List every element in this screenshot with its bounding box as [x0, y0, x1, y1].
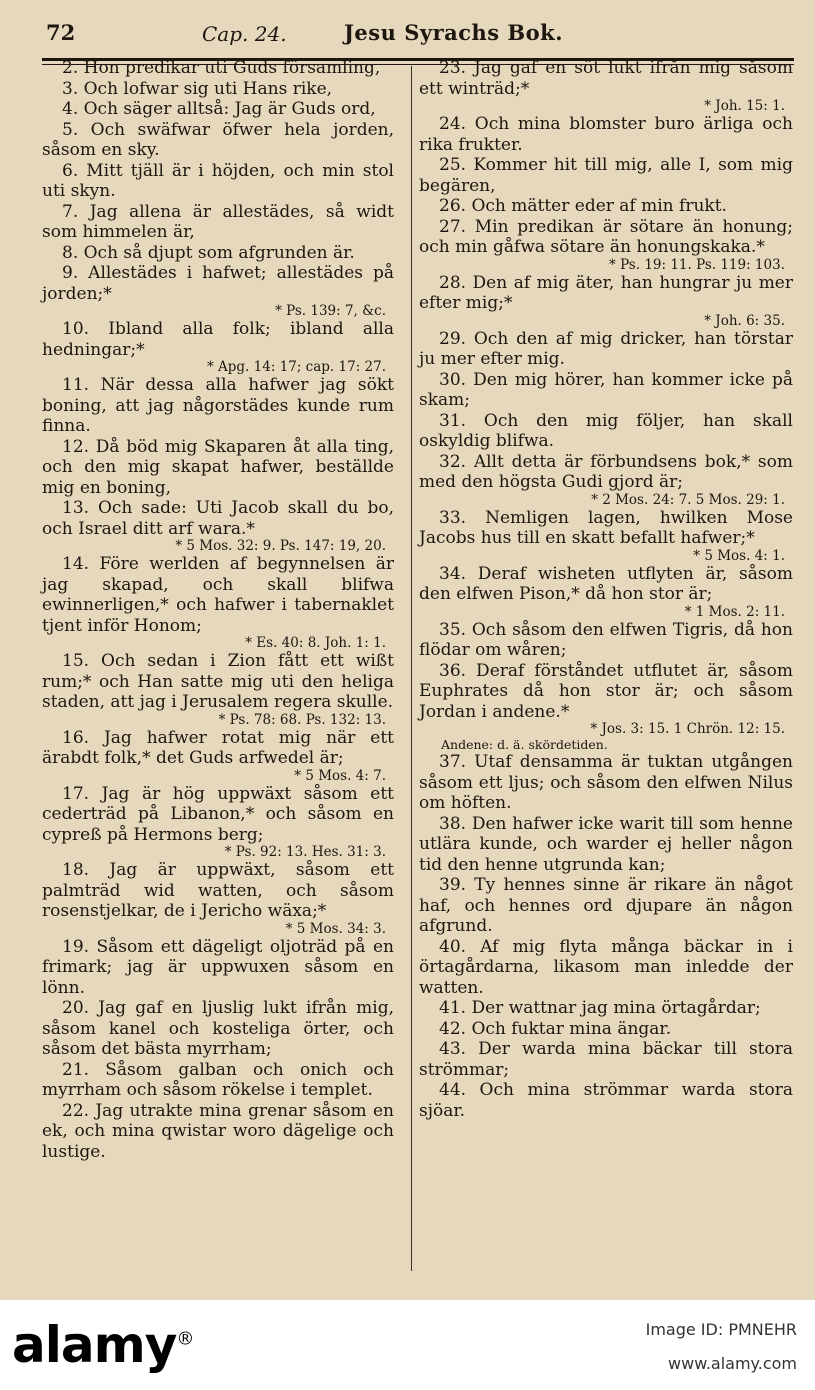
verse: 13. Och sade: Uti Jacob skall du bo, och Israel ditt arf wara.*: [42, 498, 394, 539]
verse: 12. Då böd mig Skaparen åt alla ting, och den mig skapat hafwer, beställde mig en boning,: [42, 436, 394, 498]
verse: 35. Och såsom den elfwen Tigris, då hon flödar om wåren;: [419, 619, 793, 660]
verse: 11. När dessa alla hafwer jag sökt boning, att jag någorstädes kunde rum finna.: [42, 375, 394, 436]
verse: 39. Ty hennes sinne är rikare än något haf, och hennes ord djupare än någon afgrund.: [419, 875, 793, 936]
verse: 26. Och mätter eder af min frukt.: [439, 196, 727, 216]
verse: 2. Hon predikar uti Guds församling,: [62, 58, 381, 78]
alamy-logo-text: alamy: [12, 1316, 177, 1374]
verse: 8. Och så djupt som afgrunden är.: [62, 242, 355, 263]
right-text-column: [419, 58, 793, 1121]
verse: 32. Allt detta är förbundsens bok,* som med den högsta Gudi gjord är;: [419, 451, 793, 492]
cross-reference: * 2 Mos. 24: 7. 5 Mos. 29: 1.: [591, 491, 785, 508]
verse: 15. Och sedan i Zion fått ett wißt rum;* och Han satte mig uti den heliga staden, att jag i Jerusalem regera skulle.: [42, 651, 394, 712]
verse: 22. Jag utrakte mina grenar såsom en ek, och mina qwistar woro dägelige och lustige.: [42, 1100, 394, 1162]
page-header: [42, 18, 802, 58]
left-text-column: [42, 58, 394, 1162]
verse: 41. Der wattnar jag mina örtagårdar;: [439, 998, 761, 1018]
verse: 20. Jag gaf en ljuslig lukt ifrån mig, såsom kanel och kosteliga örter, och såsom det bästa myrrham;: [42, 998, 394, 1059]
site-url-label: www.alamy.com: [668, 1354, 797, 1373]
verse: 42. Och fuktar mina ängar.: [439, 1018, 672, 1039]
verse: 4. Och säger alltså: Jag är Guds ord,: [62, 99, 376, 119]
verse: 21. Såsom galban och onich och myrrham och såsom rökelse i templet.: [42, 1059, 394, 1100]
cross-reference: * 5 Mos. 34: 3.: [285, 920, 386, 937]
verse: 43. Der warda mina bäckar till stora strömmar;: [419, 1039, 793, 1080]
column-divider: [411, 66, 412, 1271]
verse: 31. Och den mig följer, han skall oskyldig blifwa.: [419, 410, 793, 451]
verse: 23. Jag gaf en söt lukt ifrån mig såsom ett winträd;*: [419, 58, 793, 99]
verse: 40. Af mig flyta många bäckar in i örtagårdarna, likasom man inledde der watten.: [419, 936, 793, 998]
cross-reference: * Ps. 139: 7, &c.: [275, 303, 386, 319]
verse: 29. Och den af mig dricker, han törstar ju mer efter mig.: [419, 328, 793, 369]
verse: 34. Deraf wisheten utflyten är, såsom den elfwen Pison,* då hon stor är;: [419, 563, 793, 604]
verse: 24. Och mina blomster buro ärliga och rika frukter.: [419, 114, 793, 155]
verse: 10. Ibland alla folk; ibland alla hedningar;*: [42, 319, 394, 360]
verse: 28. Den af mig äter, han hungrar ju mer efter mig;*: [419, 272, 793, 313]
cross-reference: * 1 Mos. 2: 11.: [684, 603, 785, 620]
cross-reference: * Joh. 15: 1.: [704, 98, 785, 114]
cross-reference: * Es. 40: 8. Joh. 1: 1.: [245, 635, 386, 651]
verse: 25. Kommer hit till mig, alle I, som mig begären,: [419, 155, 793, 196]
chapter-heading: Cap. 24.: [202, 22, 287, 46]
verse: 3. Och lofwar sig uti Hans rike,: [62, 78, 333, 99]
cross-reference: * Joh. 6: 35.: [704, 312, 785, 329]
verse: 36. Deraf förståndet utflutet är, såsom Euphrates då hon stor är; och såsom Jordan i andene.*: [419, 660, 793, 722]
verse: 19. Såsom ett dägeligt oljoträd på en frimark; jag är uppwuxen såsom en lönn.: [42, 936, 394, 998]
verse: 38. Den hafwer icke warit till som henne utlära kunde, och warder ej heller någon tid den henne utgrunda kan;: [419, 813, 793, 875]
cross-reference: * 5 Mos. 4: 1.: [693, 547, 785, 564]
verse: 37. Utaf densamma är tuktan utgången såsom ett ljus; och såsom den elfwen Nilus om höften.: [419, 752, 793, 813]
registered-mark-icon: ®: [176, 1328, 194, 1350]
verse: 30. Den mig hörer, han kommer icke på skam;: [419, 369, 793, 410]
footnote: Andene: d. ä. skördetiden.: [441, 737, 608, 752]
verse: 9. Allestädes i hafwet; allestädes på jorden;*: [42, 263, 394, 304]
cross-reference: * Ps. 92: 13. Hes. 31: 3.: [224, 844, 386, 860]
cross-reference: * Jos. 3: 15. 1 Chrön. 12: 15.: [590, 721, 785, 737]
verse: 17. Jag är hög uppwäxt såsom ett cederträd på Libanon,* och såsom en cypreß på Hermons berg;: [42, 783, 394, 845]
page-number: 72: [46, 20, 76, 45]
verse: 27. Min predikan är sötare än honung; och min gåfwa sötare än honungskaka.*: [419, 216, 793, 257]
verse: 14. Före werlden af begynnelsen är jag skapad, och skall blifwa ewinnerligen,* och hafwer i tabernaklet tjent inför Honom;: [42, 554, 394, 636]
cross-reference: * 5 Mos. 4: 7.: [294, 767, 386, 784]
verse: 7. Jag allena är allestädes, så widt som himmelen är,: [42, 201, 394, 242]
verse: 44. Och mina strömmar warda stora sjöar.: [419, 1080, 793, 1121]
cross-reference: * Ps. 78: 68. Ps. 132: 13.: [218, 711, 386, 728]
running-title: Jesu Syrachs Bok.: [344, 20, 564, 45]
verse: 18. Jag är uppwäxt, såsom ett palmträd wid watten, och såsom rosenstjelkar, de i Jericho wäxa;*: [42, 860, 394, 921]
alamy-logo: [12, 1316, 193, 1374]
verse: 33. Nemligen lagen, hwilken Mose Jacobs hus till en skatt befallt hafwer;*: [419, 507, 793, 548]
cross-reference: * Apg. 14: 17; cap. 17: 27.: [206, 359, 386, 375]
cross-reference: * 5 Mos. 32: 9. Ps. 147: 19, 20.: [175, 538, 386, 554]
verse: 16. Jag hafwer rotat mig när ett ärabdt folk,* det Guds arfwedel är;: [42, 727, 394, 768]
image-id-label: Image ID: PMNEHR: [645, 1320, 797, 1339]
verse: 5. Och swäfwar öfwer hela jorden, såsom en sky.: [42, 119, 394, 160]
verse: 6. Mitt tjäll är i höjden, och min stol uti skyn.: [42, 160, 394, 201]
cross-reference: * Ps. 19: 11. Ps. 119: 103.: [609, 256, 785, 273]
